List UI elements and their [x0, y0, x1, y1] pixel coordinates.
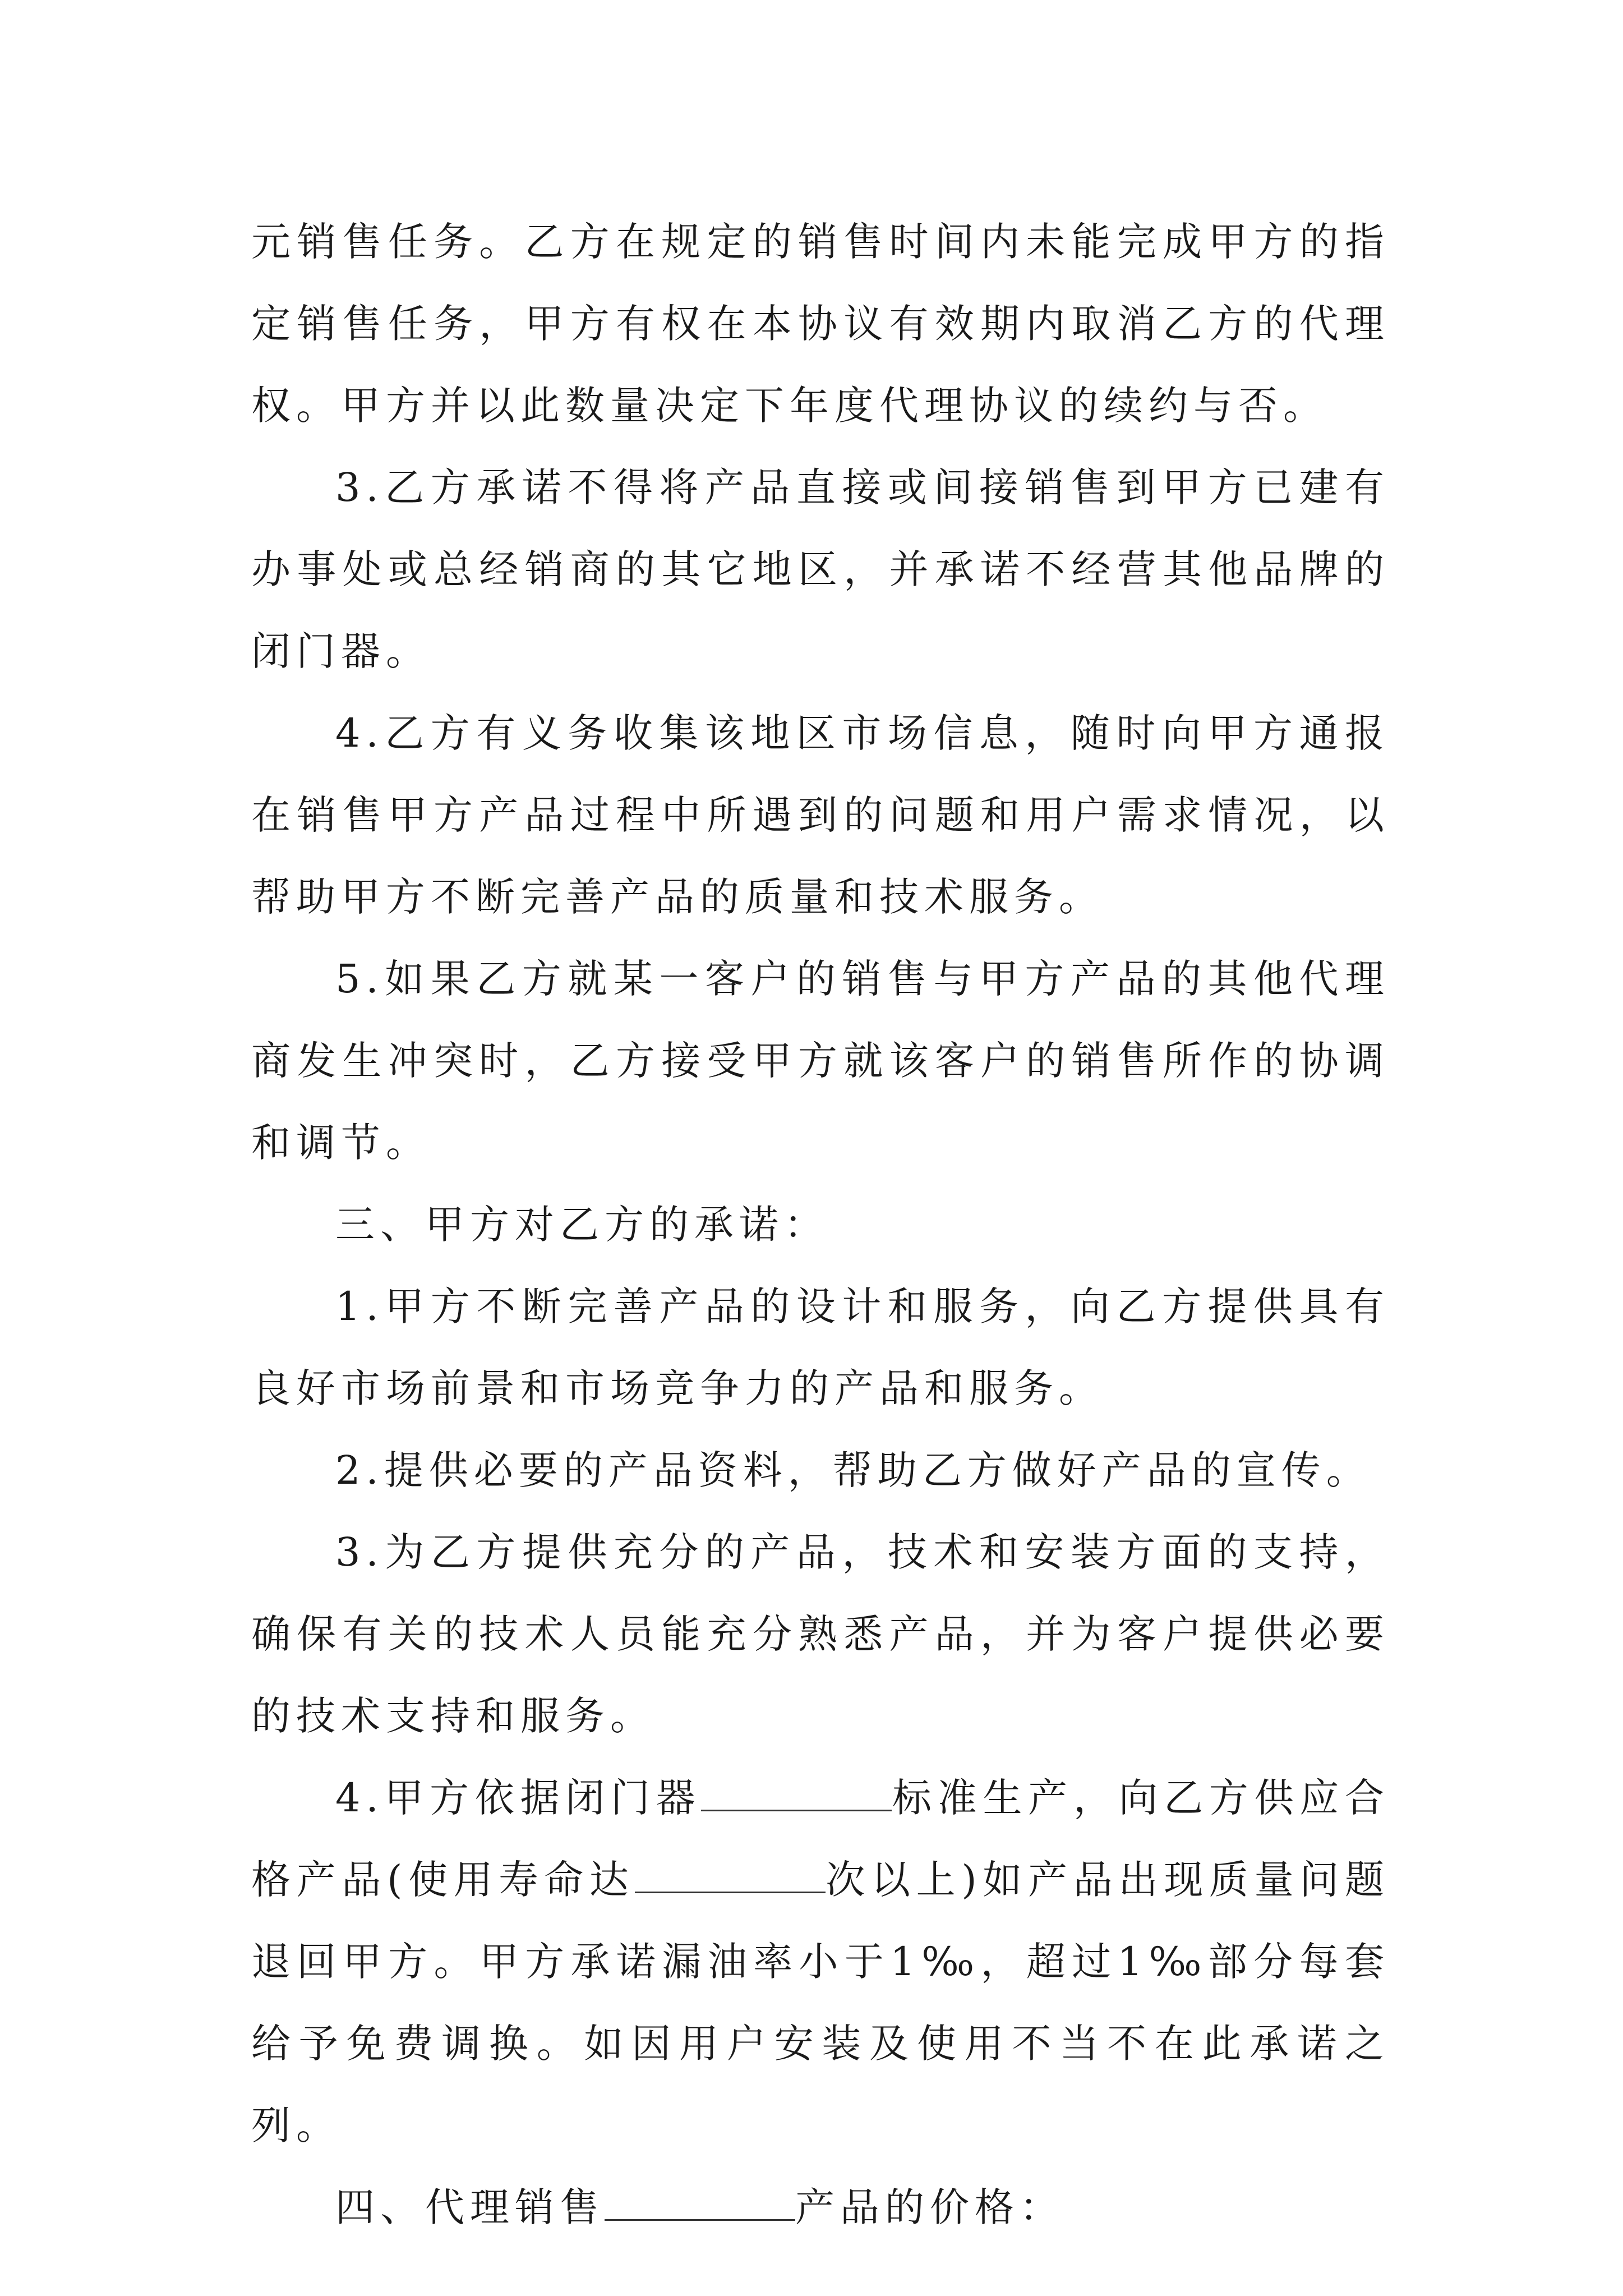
paragraph-item-3-territory: 3.乙方承诺不得将产品直接或间接销售到甲方已建有办事处或总经销商的其它地区，并承诺不经营其他品牌的闭门器。: [251, 464, 1390, 674]
paragraph-item-4-market-info: 4.乙方有义务收集该地区市场信息，随时向甲方通报在销售甲方产品过程中所遇到的问题和用户需求情况，以帮助甲方不断完善产品的质量和技术服务。: [251, 710, 1390, 920]
paragraph-commitment-2: 2.提供必要的产品资料，帮助乙方做好产品的宣传。: [335, 1447, 1371, 1493]
document-body: [251, 201, 1390, 2248]
fill-blank-product: [605, 2185, 795, 2221]
paragraph-sales-task: 元销售任务。乙方在规定的销售时间内未能完成甲方的指定销售任务，甲方有权在本协议有效期内取消乙方的代理权。甲方并以此数量决定下年度代理协议的续约与否。: [251, 219, 1390, 429]
fill-blank-lifespan: [635, 1858, 826, 1893]
paragraph-item-5-conflict: 5.如果乙方就某一客户的销售与甲方产品的其他代理商发生冲突时，乙方接受甲方就该客户的销售所作的协调和调节。: [251, 956, 1390, 1166]
pricing-heading-text-b: 产品的价格：: [795, 2184, 1064, 2230]
fill-blank-standard: [701, 1776, 892, 1811]
section-heading-pricing: [251, 2166, 1390, 2248]
paragraph-commitment-1: 1.甲方不断完善产品的设计和服务，向乙方提供具有良好市场前景和市场竞争力的产品和服务。: [251, 1283, 1390, 1411]
pricing-heading-text-a: 四、代理销售: [335, 2184, 605, 2230]
section-heading-party-a-commitments: 三、甲方对乙方的承诺：: [335, 1202, 829, 1248]
commitment-4-text-c: 次以上)如产品出现质量问题退回甲方。甲方承诺漏油率小于1‰，超过1‰部分每套给予免费调换。如因用户安装及使用不当不在此承诺之列。: [251, 1857, 1390, 2148]
commitment-4-text-b: 标准生产，向乙方供应合格产品(使用寿命达: [251, 1775, 1390, 1903]
paragraph-commitment-3: 3.为乙方提供充分的产品，技术和安装方面的支持，确保有关的技术人员能充分熟悉产品，并为客户提供必要的技术支持和服务。: [251, 1529, 1390, 1739]
commitment-4-text-a: 4.甲方依据闭门器: [335, 1775, 702, 1821]
paragraph-commitment-4: [251, 1757, 1390, 2166]
